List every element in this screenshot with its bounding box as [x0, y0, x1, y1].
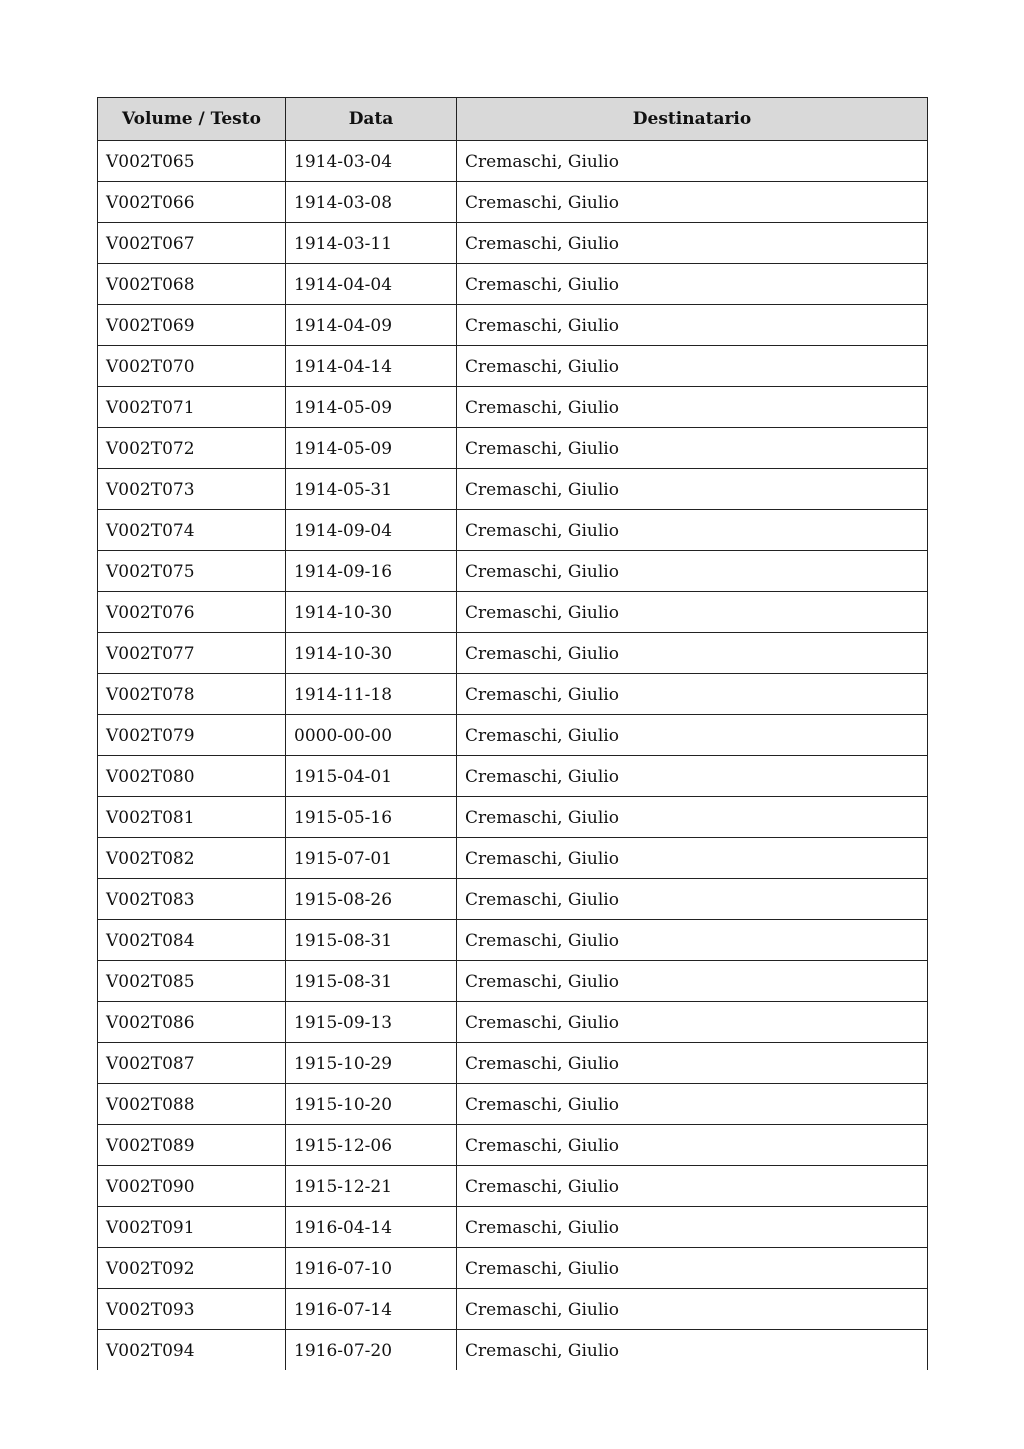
cell-destinatario: Cremaschi, Giulio: [457, 305, 928, 346]
cell-volume-testo: V002T092: [98, 1248, 286, 1289]
cell-volume-testo: V002T094: [98, 1330, 286, 1371]
cell-volume-testo: V002T073: [98, 469, 286, 510]
cell-data: 1916-07-20: [286, 1330, 457, 1371]
cell-data: 1915-08-31: [286, 961, 457, 1002]
cell-destinatario: Cremaschi, Giulio: [457, 1084, 928, 1125]
cell-data: 1916-07-14: [286, 1289, 457, 1330]
cell-data: 1915-10-20: [286, 1084, 457, 1125]
cell-volume-testo: V002T071: [98, 387, 286, 428]
table-row: [98, 879, 928, 920]
cell-data: 1915-05-16: [286, 797, 457, 838]
table-row: [98, 633, 928, 674]
cell-destinatario: Cremaschi, Giulio: [457, 1330, 928, 1371]
cell-volume-testo: V002T093: [98, 1289, 286, 1330]
table-row: [98, 1125, 928, 1166]
cell-destinatario: Cremaschi, Giulio: [457, 551, 928, 592]
cell-destinatario: Cremaschi, Giulio: [457, 264, 928, 305]
column-header-data: Data: [286, 98, 457, 141]
table-row: [98, 264, 928, 305]
cell-volume-testo: V002T068: [98, 264, 286, 305]
cell-volume-testo: V002T083: [98, 879, 286, 920]
cell-volume-testo: V002T066: [98, 182, 286, 223]
cell-volume-testo: V002T076: [98, 592, 286, 633]
table-row: [98, 674, 928, 715]
cell-volume-testo: V002T065: [98, 141, 286, 182]
cell-volume-testo: V002T075: [98, 551, 286, 592]
cell-data: 1914-05-09: [286, 387, 457, 428]
cell-destinatario: Cremaschi, Giulio: [457, 223, 928, 264]
cell-data: 1914-09-04: [286, 510, 457, 551]
cell-data: 1915-04-01: [286, 756, 457, 797]
table-row: [98, 715, 928, 756]
table-body: [98, 141, 928, 1371]
cell-volume-testo: V002T067: [98, 223, 286, 264]
table-row: [98, 1043, 928, 1084]
cell-volume-testo: V002T086: [98, 1002, 286, 1043]
cell-data: 1914-05-31: [286, 469, 457, 510]
cell-destinatario: Cremaschi, Giulio: [457, 469, 928, 510]
cell-data: 1914-11-18: [286, 674, 457, 715]
table-row: [98, 428, 928, 469]
cell-data: 1914-10-30: [286, 592, 457, 633]
table-row: [98, 387, 928, 428]
cell-data: 0000-00-00: [286, 715, 457, 756]
cell-volume-testo: V002T081: [98, 797, 286, 838]
cell-data: 1916-07-10: [286, 1248, 457, 1289]
table-row: [98, 551, 928, 592]
letters-table: [97, 97, 928, 1370]
table-row: [98, 305, 928, 346]
cell-data: 1914-10-30: [286, 633, 457, 674]
table-row: [98, 346, 928, 387]
column-header-destinatario: Destinatario: [457, 98, 928, 141]
cell-destinatario: Cremaschi, Giulio: [457, 387, 928, 428]
table-row: [98, 756, 928, 797]
cell-volume-testo: V002T091: [98, 1207, 286, 1248]
cell-volume-testo: V002T069: [98, 305, 286, 346]
table-row: [98, 1207, 928, 1248]
cell-destinatario: Cremaschi, Giulio: [457, 633, 928, 674]
cell-data: 1914-05-09: [286, 428, 457, 469]
cell-data: 1914-04-04: [286, 264, 457, 305]
cell-destinatario: Cremaschi, Giulio: [457, 879, 928, 920]
cell-destinatario: Cremaschi, Giulio: [457, 1289, 928, 1330]
table-row: [98, 1330, 928, 1371]
cell-data: 1914-04-09: [286, 305, 457, 346]
cell-data: 1914-03-08: [286, 182, 457, 223]
cell-destinatario: Cremaschi, Giulio: [457, 346, 928, 387]
cell-destinatario: Cremaschi, Giulio: [457, 797, 928, 838]
cell-volume-testo: V002T078: [98, 674, 286, 715]
cell-destinatario: Cremaschi, Giulio: [457, 961, 928, 1002]
cell-data: 1915-12-06: [286, 1125, 457, 1166]
table-row: [98, 920, 928, 961]
cell-data: 1915-08-26: [286, 879, 457, 920]
column-header-volume-testo: Volume / Testo: [98, 98, 286, 141]
cell-destinatario: Cremaschi, Giulio: [457, 1248, 928, 1289]
cell-volume-testo: V002T087: [98, 1043, 286, 1084]
table-row: [98, 223, 928, 264]
cell-data: 1915-12-21: [286, 1166, 457, 1207]
cell-destinatario: Cremaschi, Giulio: [457, 1207, 928, 1248]
cell-destinatario: Cremaschi, Giulio: [457, 1125, 928, 1166]
table-row: [98, 1166, 928, 1207]
table-row: [98, 592, 928, 633]
cell-destinatario: Cremaschi, Giulio: [457, 1002, 928, 1043]
cell-volume-testo: V002T074: [98, 510, 286, 551]
cell-destinatario: Cremaschi, Giulio: [457, 428, 928, 469]
cell-destinatario: Cremaschi, Giulio: [457, 141, 928, 182]
cell-volume-testo: V002T079: [98, 715, 286, 756]
cell-destinatario: Cremaschi, Giulio: [457, 592, 928, 633]
table-row: [98, 1002, 928, 1043]
table-row: [98, 1289, 928, 1330]
table-row: [98, 182, 928, 223]
cell-data: 1915-08-31: [286, 920, 457, 961]
cell-volume-testo: V002T080: [98, 756, 286, 797]
cell-data: 1915-07-01: [286, 838, 457, 879]
table-row: [98, 510, 928, 551]
cell-destinatario: Cremaschi, Giulio: [457, 1043, 928, 1084]
table-row: [98, 797, 928, 838]
cell-data: 1914-03-11: [286, 223, 457, 264]
cell-destinatario: Cremaschi, Giulio: [457, 920, 928, 961]
table-row: [98, 961, 928, 1002]
cell-data: 1916-04-14: [286, 1207, 457, 1248]
table-row: [98, 469, 928, 510]
cell-volume-testo: V002T072: [98, 428, 286, 469]
cell-volume-testo: V002T070: [98, 346, 286, 387]
table-row: [98, 838, 928, 879]
cell-destinatario: Cremaschi, Giulio: [457, 715, 928, 756]
table-row: [98, 1084, 928, 1125]
cell-data: 1914-03-04: [286, 141, 457, 182]
cell-volume-testo: V002T089: [98, 1125, 286, 1166]
table-row: [98, 1248, 928, 1289]
cell-data: 1914-04-14: [286, 346, 457, 387]
cell-destinatario: Cremaschi, Giulio: [457, 838, 928, 879]
cell-destinatario: Cremaschi, Giulio: [457, 510, 928, 551]
cell-data: 1914-09-16: [286, 551, 457, 592]
cell-volume-testo: V002T088: [98, 1084, 286, 1125]
cell-destinatario: Cremaschi, Giulio: [457, 756, 928, 797]
cell-volume-testo: V002T077: [98, 633, 286, 674]
table-row: [98, 141, 928, 182]
cell-data: 1915-09-13: [286, 1002, 457, 1043]
cell-volume-testo: V002T082: [98, 838, 286, 879]
table-header-row: [98, 98, 928, 141]
cell-data: 1915-10-29: [286, 1043, 457, 1084]
cell-destinatario: Cremaschi, Giulio: [457, 674, 928, 715]
cell-volume-testo: V002T090: [98, 1166, 286, 1207]
cell-volume-testo: V002T084: [98, 920, 286, 961]
cell-destinatario: Cremaschi, Giulio: [457, 1166, 928, 1207]
cell-volume-testo: V002T085: [98, 961, 286, 1002]
cell-destinatario: Cremaschi, Giulio: [457, 182, 928, 223]
